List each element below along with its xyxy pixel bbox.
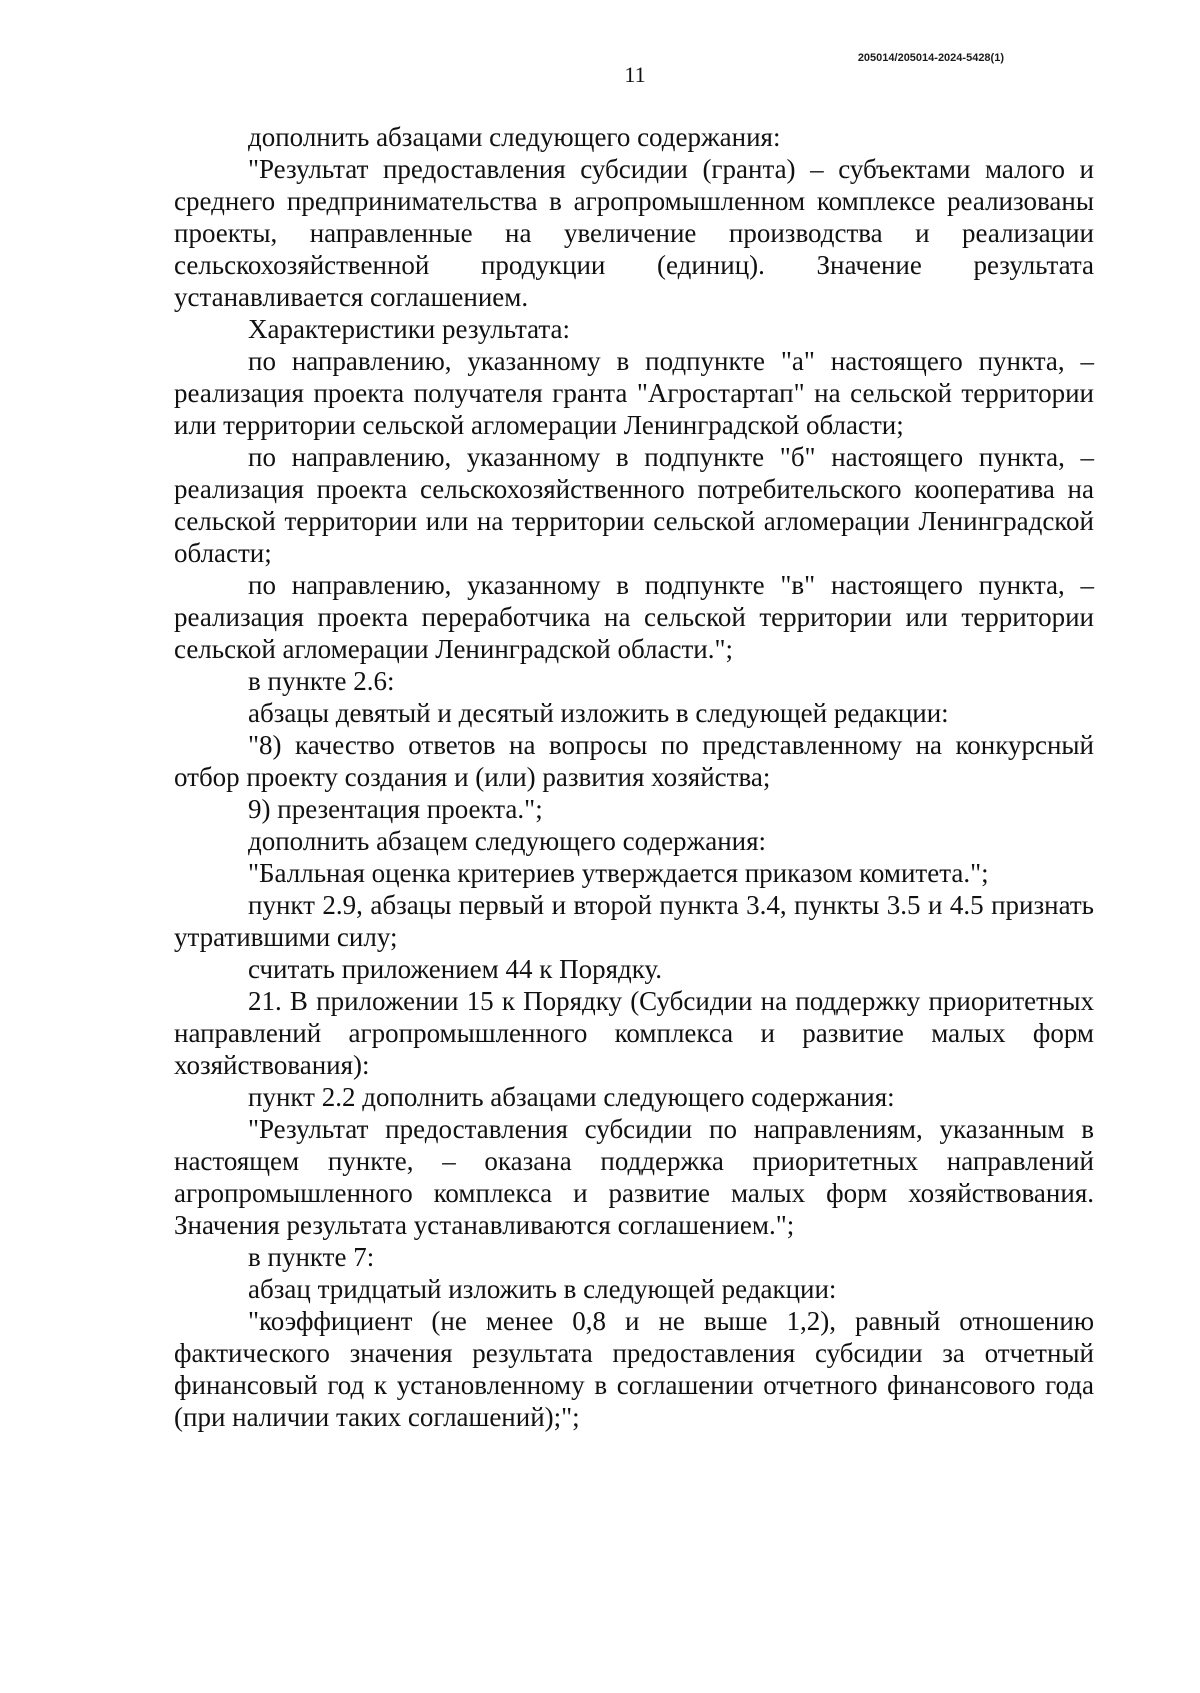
paragraph: по направлению, указанному в подпункте "б" настоящего пункта, – реализация проекта сельскохозяйственного потребительского кооператива на сельской территории или на территории сельской агломерации Ленинградской области; <box>174 442 1094 568</box>
paragraph: абзац тридцатый изложить в следующей редакции: <box>248 1274 837 1304</box>
paragraph: 9) презентация проекта."; <box>248 794 543 824</box>
paragraph: абзацы девятый и десятый изложить в следующей редакции: <box>248 698 949 728</box>
page-number: 11 <box>624 62 646 87</box>
document-body <box>174 121 1094 1433</box>
paragraph: Характеристики результата: <box>248 314 571 344</box>
paragraph: дополнить абзацем следующего содержания: <box>248 826 767 856</box>
paragraph: пункт 2.9, абзацы первый и второй пункта 3.4, пункты 3.5 и 4.5 признать утратившими силу; <box>174 890 1094 952</box>
paragraph: дополнить абзацами следующего содержания: <box>248 122 781 152</box>
paragraph: считать приложением 44 к Порядку. <box>248 954 663 984</box>
paragraph: в пункте 2.6: <box>248 666 395 696</box>
paragraph: в пункте 7: <box>248 1242 375 1272</box>
paragraph: "коэффициент (не менее 0,8 и не выше 1,2), равный отношению фактического значения результата предоставления субсидии за отчетный финансовый год к установленному в соглашении отчетного финансового года (при наличии таких соглашений);"; <box>174 1306 1094 1432</box>
document-id: 205014/205014-2024-5428(1) <box>857 52 1004 64</box>
paragraph: пункт 2.2 дополнить абзацами следующего содержания: <box>248 1082 895 1112</box>
paragraph: по направлению, указанному в подпункте "а" настоящего пункта, – реализация проекта получателя гранта "Агростартап" на сельской территории или территории сельской агломерации Ленинградской области; <box>174 346 1094 440</box>
paragraph: "Результат предоставления субсидии по направлениям, указанным в настоящем пункте, – оказана поддержка приоритетных направлений агропромышленного комплекса и развитие малых форм хозяйствования. Значения результата устанавливаются соглашением."; <box>174 1114 1094 1240</box>
paragraph: 21. В приложении 15 к Порядку (Субсидии на поддержку приоритетных направлений агропромышленного комплекса и развитие малых форм хозяйствования): <box>174 986 1094 1080</box>
paragraph: по направлению, указанному в подпункте "в" настоящего пункта, – реализация проекта переработчика на сельской территории или территории сельской агломерации Ленинградской области."; <box>174 570 1094 664</box>
paragraph: "8) качество ответов на вопросы по представленному на конкурсный отбор проекту создания и (или) развития хозяйства; <box>174 730 1094 792</box>
paragraph: "Результат предоставления субсидии (гранта) – субъектами малого и среднего предпринимательства в агропромышленном комплексе реализованы проекты, направленные на увеличение производства и реализации сельскохозяйственной продукции (единиц). Значение результата устанавливается соглашением. <box>174 154 1094 312</box>
paragraph: "Балльная оценка критериев утверждается приказом комитета."; <box>248 858 989 888</box>
